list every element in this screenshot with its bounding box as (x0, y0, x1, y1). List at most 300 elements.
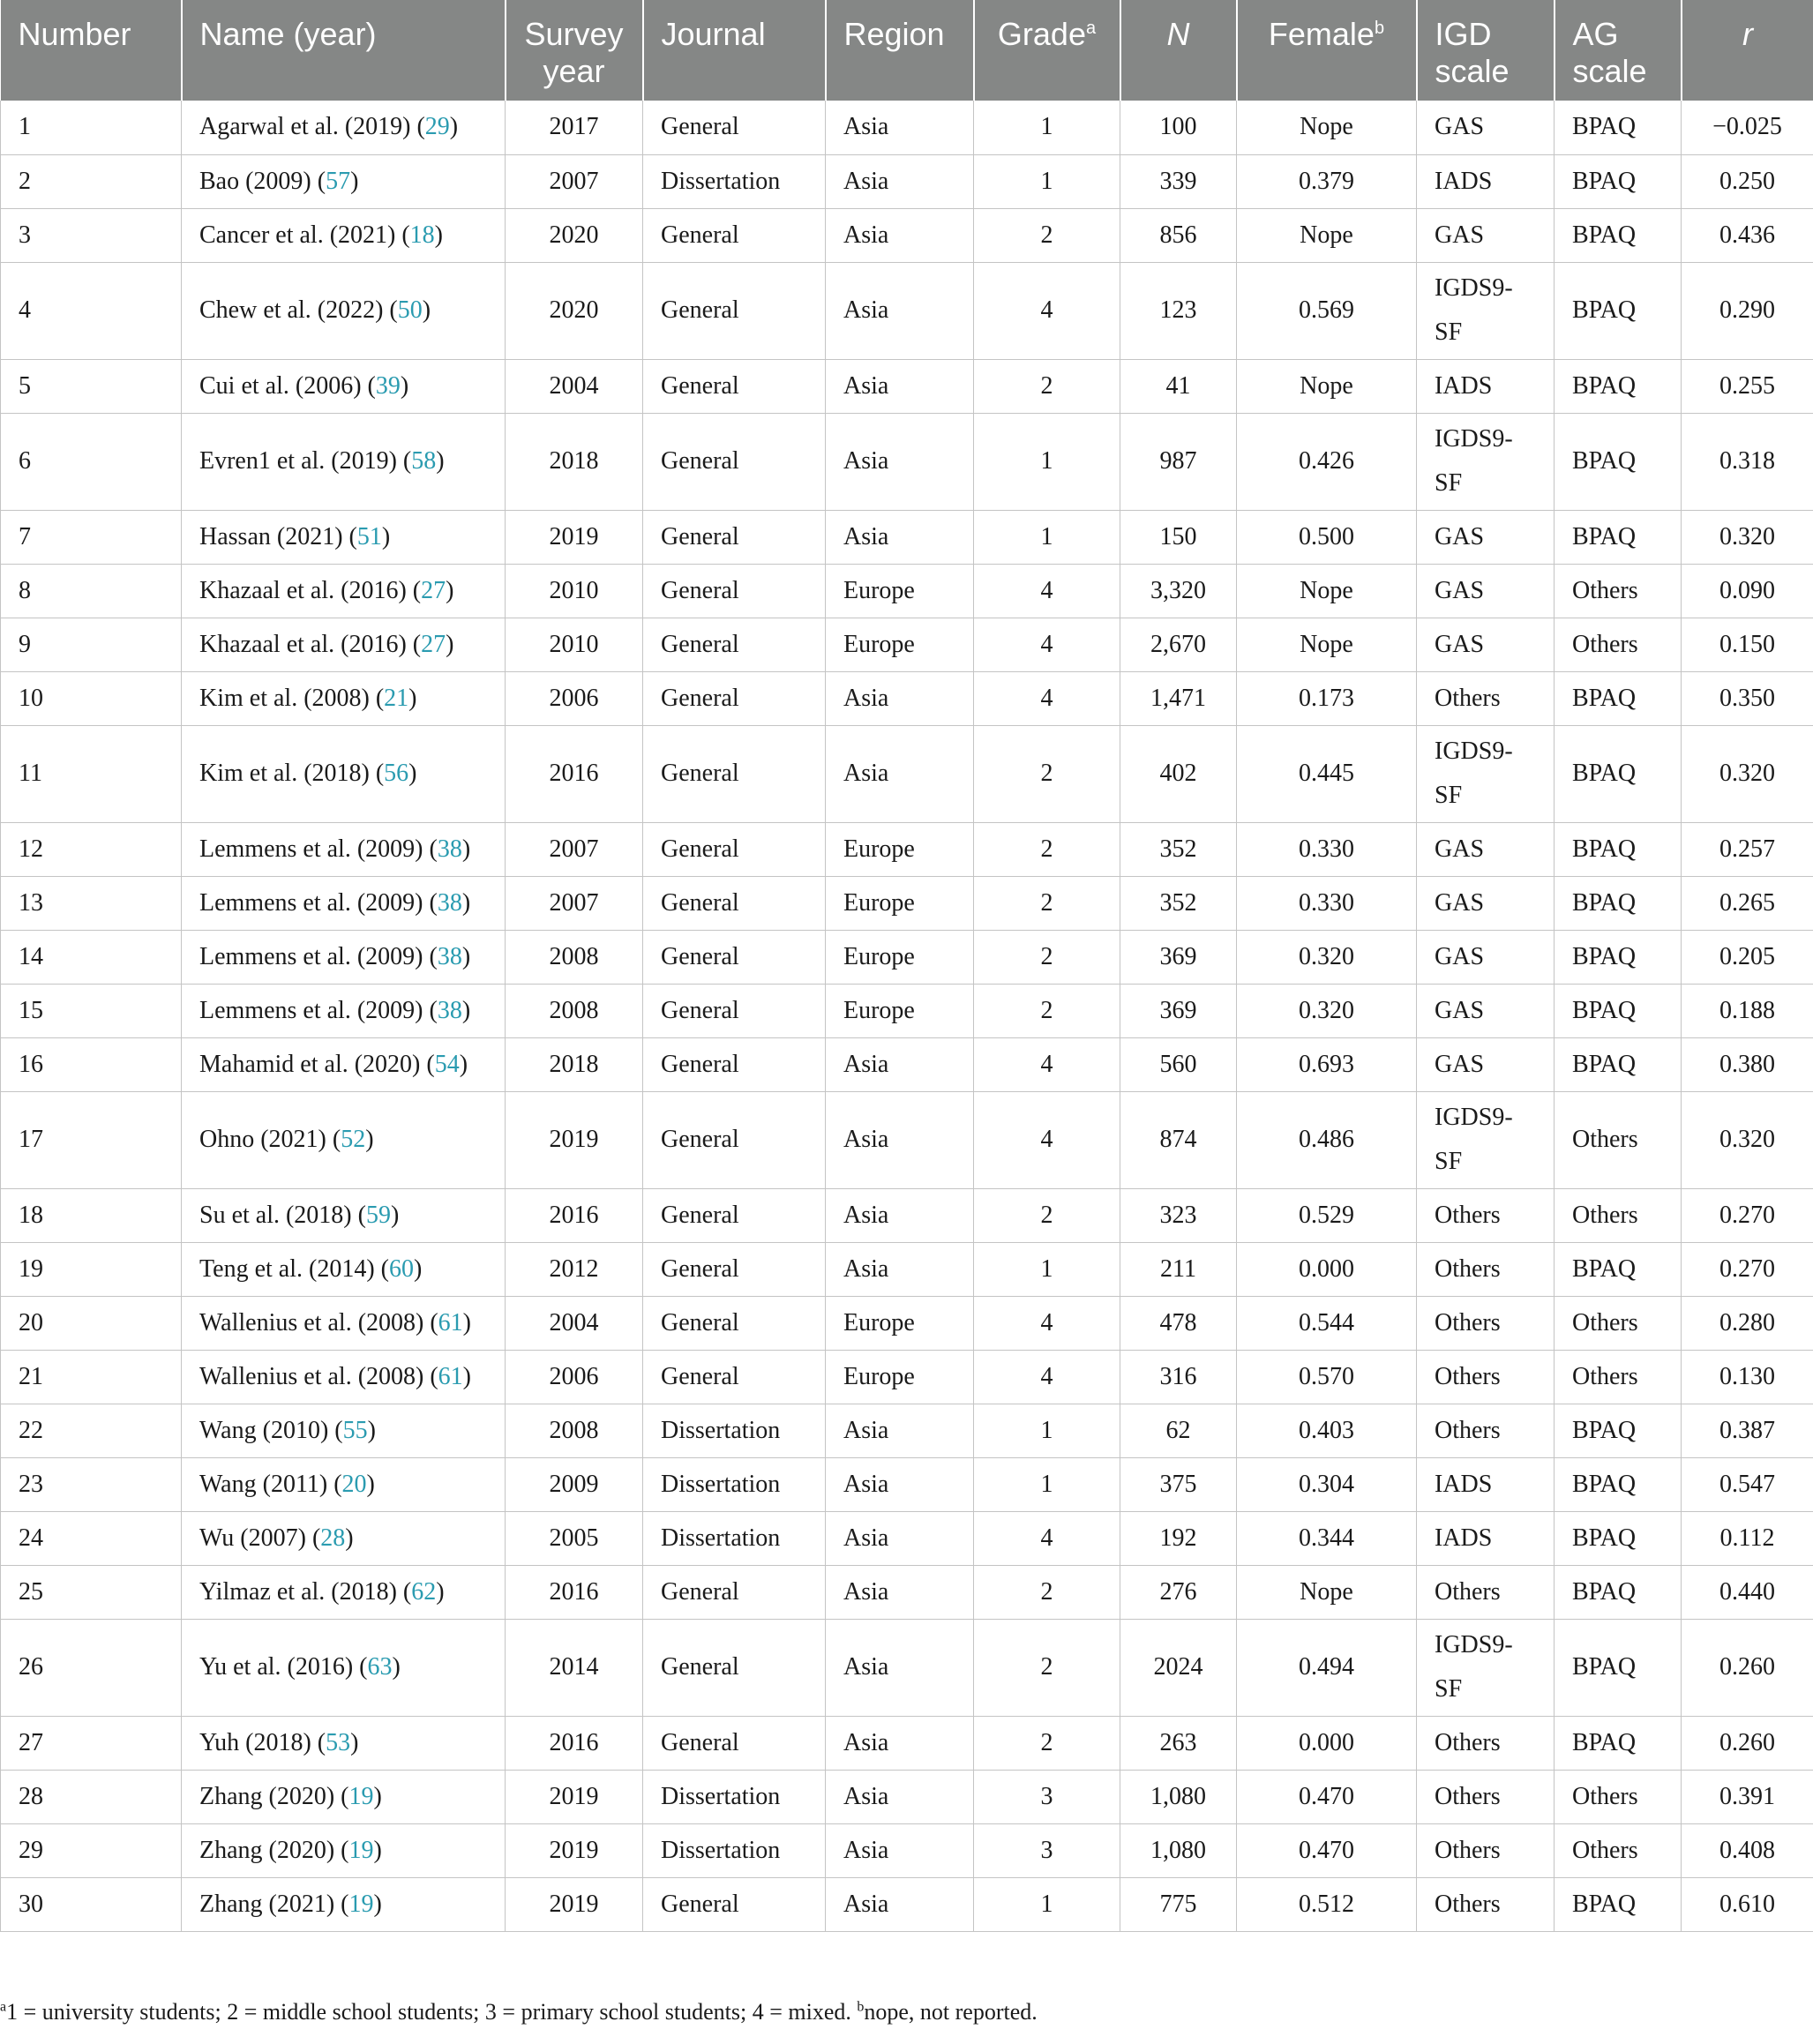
cell-n: 352 (1120, 876, 1237, 930)
cell-region: Europe (826, 930, 974, 984)
cell-name-year (182, 1350, 506, 1404)
cell-ag-scale: Others (1555, 618, 1682, 671)
cell-survey-year: 2008 (506, 984, 643, 1037)
cell-ag-scale: BPAQ (1555, 208, 1682, 262)
cell-region: Asia (826, 725, 974, 822)
reference-link[interactable]: 19 (348, 1836, 374, 1864)
cell-n: 369 (1120, 930, 1237, 984)
cell-female: 0.173 (1237, 671, 1417, 725)
cell-journal: Dissertation (643, 154, 826, 208)
table-row (1, 262, 1813, 359)
reference-link[interactable]: 51 (356, 522, 382, 550)
cell-region: Asia (826, 1242, 974, 1296)
citation-text: Hassan (2021) ( (199, 522, 357, 550)
cell-female: 0.344 (1237, 1511, 1417, 1565)
table-row (1, 822, 1813, 876)
citation-close: ) (436, 447, 445, 475)
citation-text: Bao (2009) ( (199, 167, 326, 195)
cell-name-year (182, 101, 506, 154)
cell-survey-year: 2005 (506, 1511, 643, 1565)
citation-text: Evren1 et al. (2019) ( (199, 447, 412, 475)
reference-link[interactable]: 21 (384, 684, 409, 712)
reference-link[interactable]: 20 (341, 1470, 367, 1498)
citation-close: ) (462, 1308, 471, 1336)
cell-journal: General (643, 1091, 826, 1188)
cell-female: 0.426 (1237, 413, 1417, 510)
cell-female: 0.304 (1237, 1457, 1417, 1511)
citation-close: ) (373, 1890, 382, 1918)
reference-link[interactable]: 62 (411, 1577, 437, 1606)
cell-ag-scale: BPAQ (1555, 822, 1682, 876)
table-row (1, 1091, 1813, 1188)
cell-journal: General (643, 725, 826, 822)
citation-text: Wallenius et al. (2008) ( (199, 1308, 438, 1336)
cell-name-year (182, 1296, 506, 1350)
citation-close: ) (462, 1362, 471, 1390)
cell-journal: General (643, 1188, 826, 1242)
cell-n: 276 (1120, 1565, 1237, 1619)
table-footnote (0, 1999, 1038, 2025)
cell-ag-scale: BPAQ (1555, 930, 1682, 984)
cell-r: 0.610 (1682, 1877, 1813, 1931)
cell-ag-scale: BPAQ (1555, 984, 1682, 1037)
cell-r: 0.280 (1682, 1296, 1813, 1350)
cell-ag-scale: BPAQ (1555, 1457, 1682, 1511)
cell-igd-scale: IGDS9-SF (1417, 413, 1555, 510)
cell-ag-scale: BPAQ (1555, 359, 1682, 413)
table-row (1, 876, 1813, 930)
citation-close: ) (408, 760, 417, 787)
reference-link[interactable]: 38 (437, 942, 462, 970)
cell-survey-year: 2008 (506, 930, 643, 984)
reference-link[interactable]: 52 (341, 1126, 366, 1153)
reference-link[interactable]: 39 (375, 371, 401, 400)
cell-name-year (182, 1242, 506, 1296)
cell-female: 0.330 (1237, 876, 1417, 930)
cell-region: Asia (826, 101, 974, 154)
citation-close: ) (461, 888, 471, 917)
cell-grade: 4 (974, 1350, 1120, 1404)
cell-igd-scale: IGDS9-SF (1417, 1091, 1555, 1188)
cell-journal: General (643, 1037, 826, 1091)
cell-grade: 2 (974, 725, 1120, 822)
cell-igd-scale: GAS (1417, 930, 1555, 984)
reference-link[interactable]: 55 (342, 1416, 368, 1444)
cell-region: Europe (826, 1350, 974, 1404)
table-row (1, 1770, 1813, 1823)
reference-link[interactable]: 27 (421, 576, 446, 604)
cell-name-year (182, 822, 506, 876)
cell-region: Asia (826, 1565, 974, 1619)
cell-journal: General (643, 930, 826, 984)
cell-journal: Dissertation (643, 1511, 826, 1565)
cell-r: 0.260 (1682, 1716, 1813, 1770)
table-row (1, 208, 1813, 262)
cell-n: 316 (1120, 1350, 1237, 1404)
table-row (1, 984, 1813, 1037)
cell-female: 0.544 (1237, 1296, 1417, 1350)
table-row (1, 671, 1813, 725)
cell-igd-scale: IADS (1417, 1511, 1555, 1565)
cell-r: 0.270 (1682, 1242, 1813, 1296)
citation-text: Wang (2010) ( (199, 1416, 343, 1444)
reference-link[interactable]: 53 (326, 1728, 351, 1756)
cell-survey-year: 2016 (506, 1188, 643, 1242)
reference-link[interactable]: 38 (437, 996, 462, 1024)
cell-n: 323 (1120, 1188, 1237, 1242)
cell-ag-scale: BPAQ (1555, 1716, 1682, 1770)
footnote-nope-legend: nope, not reported. (864, 1999, 1038, 2025)
cell-female: 0.529 (1237, 1188, 1417, 1242)
cell-r: −0.025 (1682, 101, 1813, 154)
cell-number: 2 (1, 154, 182, 208)
cell-number: 13 (1, 876, 182, 930)
cell-igd-scale: Others (1417, 1242, 1555, 1296)
cell-name-year (182, 208, 506, 262)
cell-number: 4 (1, 262, 182, 359)
cell-ag-scale: BPAQ (1555, 1404, 1682, 1457)
reference-link[interactable]: 60 (388, 1254, 414, 1283)
citation-text: Zhang (2020) ( (199, 1836, 349, 1864)
cell-igd-scale: Others (1417, 1404, 1555, 1457)
cell-igd-scale: Others (1417, 1296, 1555, 1350)
cell-n: 150 (1120, 510, 1237, 564)
cell-survey-year: 2006 (506, 671, 643, 725)
cell-journal: General (643, 101, 826, 154)
citation-text: Lemmens et al. (2009) ( (199, 996, 438, 1024)
cell-igd-scale: Others (1417, 1823, 1555, 1877)
cell-ag-scale: BPAQ (1555, 1511, 1682, 1565)
cell-igd-scale: IGDS9-SF (1417, 1619, 1555, 1716)
cell-number: 23 (1, 1457, 182, 1511)
cell-name-year (182, 984, 506, 1037)
reference-link[interactable]: 61 (438, 1362, 463, 1390)
cell-grade: 1 (974, 1242, 1120, 1296)
reference-link[interactable]: 38 (437, 888, 462, 917)
header-grade-label: Grade (997, 16, 1086, 52)
cell-igd-scale: GAS (1417, 1037, 1555, 1091)
citation-close: ) (373, 1836, 382, 1864)
table-body (1, 101, 1813, 1931)
citation-text: Wang (2011) ( (199, 1470, 342, 1498)
cell-n: 2024 (1120, 1619, 1237, 1716)
reference-link[interactable]: 57 (326, 167, 351, 195)
reference-link[interactable]: 19 (348, 1890, 374, 1918)
citation-text: Agarwal et al. (2019) ( (199, 113, 425, 141)
cell-survey-year: 2008 (506, 1404, 643, 1457)
cell-survey-year: 2020 (506, 208, 643, 262)
cell-region: Asia (826, 1457, 974, 1511)
cell-grade: 1 (974, 510, 1120, 564)
cell-survey-year: 2010 (506, 564, 643, 618)
cell-r: 0.290 (1682, 262, 1813, 359)
cell-journal: General (643, 262, 826, 359)
citation-close: ) (461, 942, 471, 970)
cell-grade: 2 (974, 1188, 1120, 1242)
cell-region: Asia (826, 413, 974, 510)
table-row (1, 1877, 1813, 1931)
cell-name-year (182, 1823, 506, 1877)
reference-link[interactable]: 28 (320, 1524, 346, 1552)
cell-ag-scale: BPAQ (1555, 510, 1682, 564)
cell-r: 0.265 (1682, 876, 1813, 930)
cell-n: 1,471 (1120, 671, 1237, 725)
cell-name-year (182, 1037, 506, 1091)
cell-number: 25 (1, 1565, 182, 1619)
citation-close: ) (446, 630, 454, 658)
citation-text: Khazaal et al. (2016) ( (199, 630, 422, 658)
cell-name-year (182, 930, 506, 984)
header-journal: Journal (643, 0, 826, 101)
citation-text: Teng et al. (2014) ( (199, 1254, 389, 1283)
cell-number: 26 (1, 1619, 182, 1716)
reference-link[interactable]: 54 (434, 1050, 460, 1078)
cell-name-year (182, 876, 506, 930)
cell-ag-scale: Others (1555, 1770, 1682, 1823)
cell-female: 0.000 (1237, 1242, 1417, 1296)
header-ag-scale: AG scale (1555, 0, 1682, 101)
cell-grade: 4 (974, 564, 1120, 618)
cell-name-year (182, 1716, 506, 1770)
cell-name-year (182, 1404, 506, 1457)
cell-number: 21 (1, 1350, 182, 1404)
table-header (1, 0, 1813, 101)
reference-link[interactable]: 56 (384, 760, 409, 787)
cell-r: 0.255 (1682, 359, 1813, 413)
cell-number: 8 (1, 564, 182, 618)
cell-n: 2,670 (1120, 618, 1237, 671)
cell-region: Asia (826, 510, 974, 564)
cell-journal: General (643, 208, 826, 262)
cell-name-year (182, 725, 506, 822)
cell-survey-year: 2012 (506, 1242, 643, 1296)
cell-igd-scale: IADS (1417, 1457, 1555, 1511)
header-name-year: Name (year) (182, 0, 506, 101)
reference-link[interactable]: 61 (438, 1308, 463, 1336)
table-row (1, 1457, 1813, 1511)
cell-name-year (182, 510, 506, 564)
header-survey-year: Survey year (506, 0, 643, 101)
cell-grade: 2 (974, 208, 1120, 262)
cell-number: 5 (1, 359, 182, 413)
cell-survey-year: 2004 (506, 359, 643, 413)
cell-n: 375 (1120, 1457, 1237, 1511)
cell-female: 0.570 (1237, 1350, 1417, 1404)
cell-region: Asia (826, 1404, 974, 1457)
citation-text: Mahamid et al. (2020) ( (199, 1050, 435, 1078)
cell-female: 0.330 (1237, 822, 1417, 876)
cell-igd-scale: GAS (1417, 510, 1555, 564)
cell-name-year (182, 154, 506, 208)
header-female-sup: b (1374, 19, 1385, 38)
reference-link[interactable]: 38 (437, 835, 462, 863)
cell-region: Europe (826, 618, 974, 671)
cell-r: 0.130 (1682, 1350, 1813, 1404)
cell-survey-year: 2017 (506, 101, 643, 154)
cell-journal: General (643, 413, 826, 510)
cell-female: 0.500 (1237, 510, 1417, 564)
cell-number: 30 (1, 1877, 182, 1931)
cell-n: 402 (1120, 725, 1237, 822)
cell-journal: General (643, 822, 826, 876)
reference-link[interactable]: 19 (348, 1782, 374, 1810)
cell-grade: 4 (974, 1296, 1120, 1350)
cell-name-year (182, 618, 506, 671)
cell-number: 27 (1, 1716, 182, 1770)
header-grade-sup: a (1085, 19, 1097, 38)
cell-name-year (182, 262, 506, 359)
cell-region: Asia (826, 154, 974, 208)
citation-text: Lemmens et al. (2009) ( (199, 942, 438, 970)
cell-n: 856 (1120, 208, 1237, 262)
cell-igd-scale: Others (1417, 1770, 1555, 1823)
cell-r: 0.205 (1682, 930, 1813, 984)
citation-close: ) (461, 996, 471, 1024)
citation-text: Kim et al. (2008) ( (199, 684, 385, 712)
cell-number: 17 (1, 1091, 182, 1188)
cell-ag-scale: BPAQ (1555, 725, 1682, 822)
cell-journal: Dissertation (643, 1770, 826, 1823)
cell-female: 0.403 (1237, 1404, 1417, 1457)
cell-name-year (182, 1511, 506, 1565)
cell-female: Nope (1237, 1565, 1417, 1619)
cell-survey-year: 2019 (506, 1877, 643, 1931)
cell-survey-year: 2018 (506, 413, 643, 510)
citation-close: ) (373, 1782, 382, 1810)
citation-close: ) (381, 522, 391, 550)
citation-close: ) (459, 1050, 468, 1078)
cell-survey-year: 2006 (506, 1350, 643, 1404)
cell-grade: 4 (974, 618, 1120, 671)
cell-r: 0.380 (1682, 1037, 1813, 1091)
citation-text: Cancer et al. (2021) ( (199, 221, 410, 249)
cell-r: 0.260 (1682, 1619, 1813, 1716)
cell-journal: General (643, 1619, 826, 1716)
cell-survey-year: 2019 (506, 1091, 643, 1188)
cell-number: 19 (1, 1242, 182, 1296)
citation-text: Yu et al. (2016) ( (199, 1653, 368, 1681)
table-row (1, 1716, 1813, 1770)
cell-number: 20 (1, 1296, 182, 1350)
cell-journal: General (643, 1296, 826, 1350)
reference-link[interactable]: 29 (424, 113, 450, 141)
cell-survey-year: 2020 (506, 262, 643, 359)
citation-text: Khazaal et al. (2016) ( (199, 576, 422, 604)
cell-region: Asia (826, 1188, 974, 1242)
cell-grade: 2 (974, 1565, 1120, 1619)
cell-grade: 4 (974, 671, 1120, 725)
cell-ag-scale: BPAQ (1555, 1877, 1682, 1931)
cell-ag-scale: Others (1555, 1091, 1682, 1188)
footnote-sup-a: a (0, 1999, 7, 2015)
cell-igd-scale: GAS (1417, 984, 1555, 1037)
cell-region: Europe (826, 822, 974, 876)
table-row (1, 564, 1813, 618)
cell-female: 0.445 (1237, 725, 1417, 822)
citation-close: ) (408, 684, 417, 712)
cell-survey-year: 2004 (506, 1296, 643, 1350)
cell-region: Asia (826, 1619, 974, 1716)
cell-region: Europe (826, 876, 974, 930)
cell-name-year (182, 1457, 506, 1511)
cell-ag-scale: Others (1555, 1823, 1682, 1877)
cell-igd-scale: Others (1417, 1350, 1555, 1404)
cell-journal: General (643, 1716, 826, 1770)
cell-female: 0.470 (1237, 1770, 1417, 1823)
reference-link[interactable]: 63 (367, 1653, 393, 1681)
reference-link[interactable]: 18 (409, 221, 435, 249)
cell-female: Nope (1237, 208, 1417, 262)
table-row (1, 101, 1813, 154)
cell-grade: 1 (974, 1877, 1120, 1931)
cell-r: 0.320 (1682, 725, 1813, 822)
header-r-label: r (1742, 16, 1753, 52)
cell-survey-year: 2016 (506, 1716, 643, 1770)
cell-number: 15 (1, 984, 182, 1037)
cell-grade: 2 (974, 1619, 1120, 1716)
cell-name-year (182, 1091, 506, 1188)
citation-text: Yilmaz et al. (2018) ( (199, 1577, 412, 1606)
cell-name-year (182, 413, 506, 510)
cell-ag-scale: Others (1555, 1296, 1682, 1350)
citation-close: ) (449, 113, 459, 141)
citation-close: ) (350, 1728, 359, 1756)
cell-grade: 1 (974, 1457, 1120, 1511)
citation-text: Wallenius et al. (2008) ( (199, 1362, 438, 1390)
table-row (1, 1565, 1813, 1619)
cell-r: 0.391 (1682, 1770, 1813, 1823)
reference-link[interactable]: 58 (411, 447, 437, 475)
citation-close: ) (461, 835, 471, 863)
cell-region: Asia (826, 1037, 974, 1091)
cell-grade: 2 (974, 822, 1120, 876)
cell-survey-year: 2007 (506, 822, 643, 876)
cell-journal: General (643, 876, 826, 930)
cell-n: 352 (1120, 822, 1237, 876)
table-row (1, 1823, 1813, 1877)
cell-region: Asia (826, 208, 974, 262)
cell-r: 0.270 (1682, 1188, 1813, 1242)
cell-grade: 1 (974, 101, 1120, 154)
reference-link[interactable]: 59 (365, 1201, 391, 1229)
cell-female: 0.569 (1237, 262, 1417, 359)
cell-ag-scale: BPAQ (1555, 1242, 1682, 1296)
cell-r: 0.257 (1682, 822, 1813, 876)
cell-name-year (182, 671, 506, 725)
header-grade (974, 0, 1120, 101)
table-row (1, 1350, 1813, 1404)
cell-journal: General (643, 510, 826, 564)
reference-link[interactable]: 27 (421, 630, 446, 658)
header-female (1237, 0, 1417, 101)
cell-name-year (182, 1565, 506, 1619)
cell-r: 0.436 (1682, 208, 1813, 262)
citation-close: ) (366, 1470, 375, 1498)
cell-grade: 2 (974, 359, 1120, 413)
cell-female: 0.320 (1237, 930, 1417, 984)
reference-link[interactable]: 50 (397, 296, 423, 324)
cell-r: 0.387 (1682, 1404, 1813, 1457)
table-row (1, 1188, 1813, 1242)
cell-igd-scale: IGDS9-SF (1417, 262, 1555, 359)
cell-ag-scale: BPAQ (1555, 1619, 1682, 1716)
cell-n: 100 (1120, 101, 1237, 154)
cell-n: 339 (1120, 154, 1237, 208)
cell-region: Asia (826, 1716, 974, 1770)
citation-close: ) (413, 1254, 423, 1283)
header-r (1682, 0, 1813, 101)
cell-n: 62 (1120, 1404, 1237, 1457)
